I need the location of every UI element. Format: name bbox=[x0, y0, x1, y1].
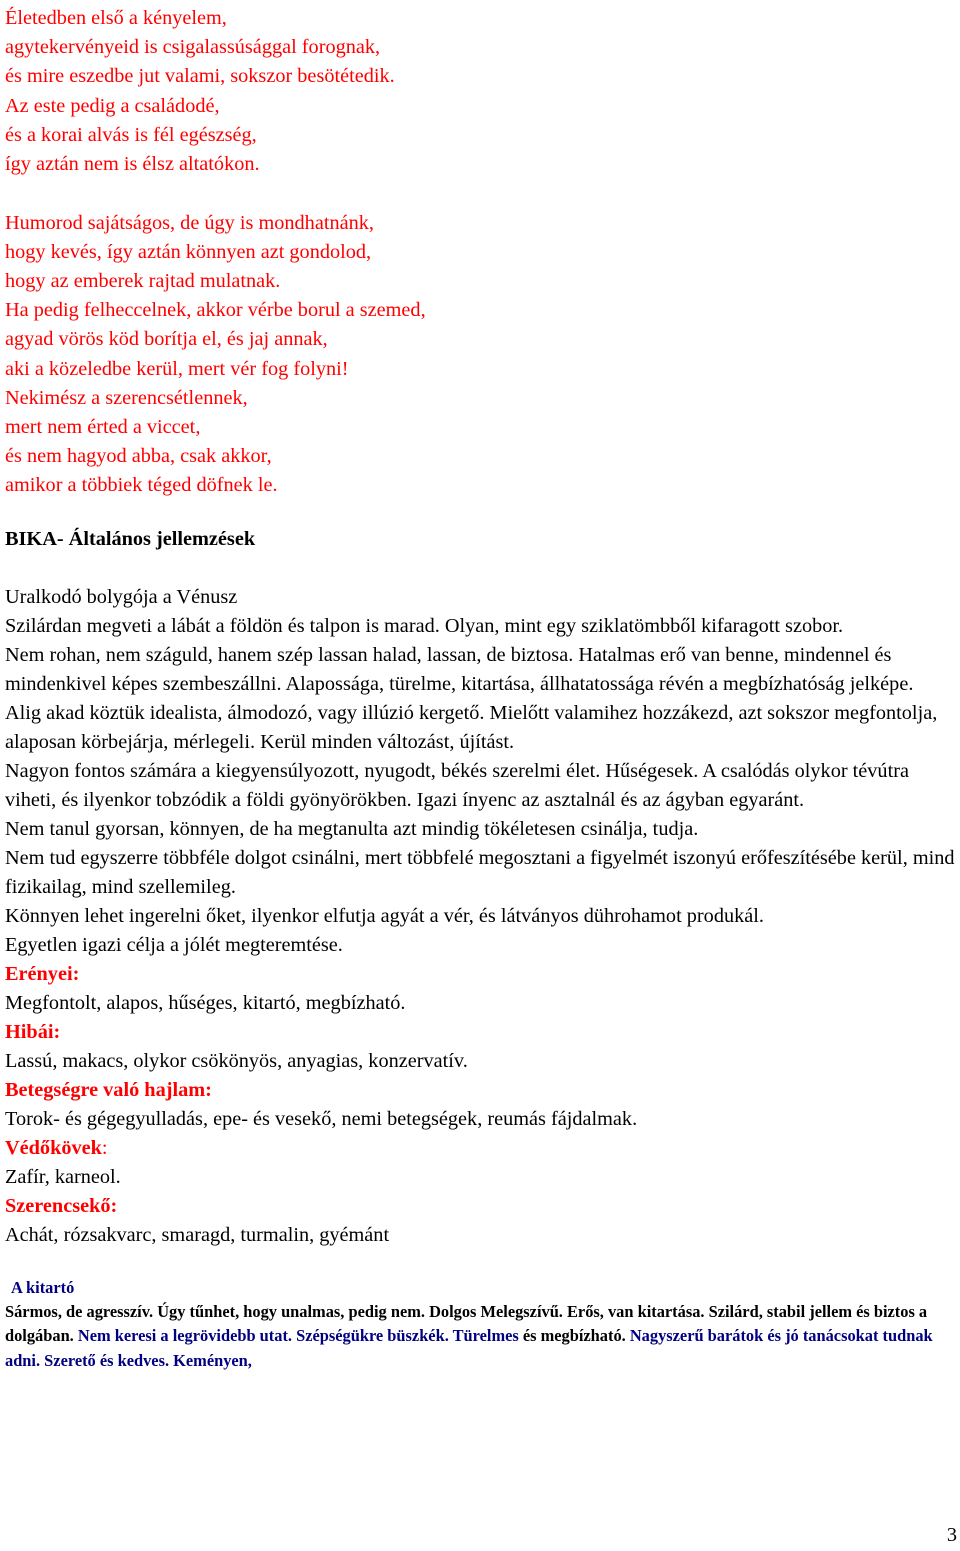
stones-label-text: Védőkövek bbox=[5, 1136, 102, 1159]
heading-spacer bbox=[5, 554, 955, 583]
poem-line: Nekimész a szerencsétlennek, bbox=[5, 386, 248, 409]
paragraph: Nem tud egyszerre többféle dolgot csinálni, mert többfelé megosztani a figyelmét iszonyú erőfeszítésébe kerül, mind fizikailag, mind szellemileg. bbox=[5, 846, 955, 898]
paragraph: Egyetlen igazi célja a jólét megteremtése. bbox=[5, 933, 343, 956]
poem-line: agytekervényeid is csigalassúsággal forognak, bbox=[5, 36, 381, 59]
poem-line: agyad vörös köd borítja el, és jaj annak, bbox=[5, 328, 328, 351]
poem-line: Ha pedig felheccelnek, akkor vérbe borul a szemed, bbox=[5, 299, 426, 322]
poem-line: így aztán nem is élsz altatókon. bbox=[5, 153, 260, 176]
poem-line: mert nem érted a viccet, bbox=[5, 416, 201, 439]
poem-line: hogy az emberek rajtad mulatnak. bbox=[5, 270, 281, 293]
luckystone-text: Achát, rózsakvarc, smaragd, turmalin, gyémánt bbox=[5, 1223, 390, 1246]
stanza-spacer bbox=[5, 179, 955, 208]
poem-line: hogy kevés, így aztán könnyen azt gondolod, bbox=[5, 240, 372, 263]
paragraph: Uralkodó bolygója a Vénusz bbox=[5, 585, 238, 608]
poem-line: aki a közeledbe kerül, mert vér fog folyni! bbox=[5, 357, 349, 380]
poem-stanza-1 bbox=[5, 4, 955, 179]
summary-part: és megbízható. bbox=[518, 1326, 626, 1346]
stones-label-colon: : bbox=[101, 1136, 108, 1159]
paragraph: Nem rohan, nem száguld, hanem szép lassan halad, lassan, de biztosa. Hatalmas erő van benne, mindennel és mindenkivel képes szembeszállni. Alapossága, türelme, kitartása, állhatatossága révén a megbízhatóság jelképe. bbox=[5, 643, 914, 695]
page-number: 3 bbox=[946, 1524, 957, 1546]
document-page bbox=[5, 4, 955, 1373]
summary-part: Sármos, de agresszív. Úgy tűnhet, hogy unalmas, pedig nem. Dolgos Melegszívű. Erős, van kitartása. Szilárd, stabil jellem és biztos a dolgában. bbox=[5, 1301, 928, 1346]
poem-line: Az este pedig a családodé, bbox=[5, 94, 220, 117]
illness-label: Betegségre való hajlam: bbox=[5, 1078, 212, 1101]
summary-title: A kitartó bbox=[11, 1277, 75, 1297]
stones-text: Zafír, karneol. bbox=[5, 1165, 121, 1188]
poem-line: és mire eszedbe jut valami, sokszor besötétedik. bbox=[5, 65, 395, 88]
summary-block bbox=[5, 1276, 955, 1373]
poem-stanza-2 bbox=[5, 209, 955, 501]
poem-line: amikor a többiek téged döfnek le. bbox=[5, 474, 278, 497]
summary-text bbox=[5, 1302, 933, 1370]
poem-line: és nem hagyod abba, csak akkor, bbox=[5, 445, 272, 468]
paragraph: Alig akad köztük idealista, álmodozó, vagy illúzió kergető. Mielőtt valamihez hozzákezd, azt sokszor megfontolja, alaposan körbejárja, mérlegeli. Kerül minden változást, újítást. bbox=[5, 701, 938, 753]
stones-label bbox=[5, 1134, 955, 1163]
paragraph: Nem tanul gyorsan, könnyen, de ha megtanulta azt mindig tökéletesen csinálja, tudja. bbox=[5, 817, 699, 840]
section-body bbox=[5, 583, 955, 1250]
faults-label: Hibái: bbox=[5, 1020, 61, 1043]
paragraph: Nagyon fontos számára a kiegyensúlyozott, nyugodt, békés szerelmi élet. Hűségesek. A csalódás olykor tévútra viheti, és ilyenkor tobzódik a földi gyönyörökben. Igazi ínyenc az asztalnál és az ágyban egyaránt. bbox=[5, 759, 909, 811]
poem-line: és a korai alvás is fél egészség, bbox=[5, 123, 257, 146]
section-heading: BIKA- Általános jellemzések bbox=[5, 527, 256, 550]
paragraph: Könnyen lehet ingerelni őket, ilyenkor elfutja agyát a vér, és látványos dührohamot produkál. bbox=[5, 904, 764, 927]
summary-part-accent: Nem keresi a legrövidebb utat. Szépségükre büszkék. Türelmes bbox=[73, 1326, 519, 1346]
virtues-label: Erényei: bbox=[5, 962, 80, 985]
summary-part-accent: Nagyszerű barátok és jó tanácsokat tudnak adni. Szerető és kedves. Keményen, bbox=[5, 1326, 933, 1370]
poem-line: Humorod sajátságos, de úgy is mondhatnánk, bbox=[5, 211, 374, 234]
faults-text: Lassú, makacs, olykor csökönyös, anyagias, konzervatív. bbox=[5, 1049, 468, 1072]
paragraph: Szilárdan megveti a lábát a földön és talpon is marad. Olyan, mint egy sziklatömbből kifaragott szobor. bbox=[5, 614, 844, 637]
virtues-text: Megfontolt, alapos, hűséges, kitartó, megbízható. bbox=[5, 991, 406, 1014]
illness-text: Torok- és gégegyulladás, epe- és vesekő, nemi betegségek, reumás fájdalmak. bbox=[5, 1107, 638, 1130]
poem-line: Életedben első a kényelem, bbox=[5, 7, 227, 29]
luckystone-label: Szerencsekő: bbox=[5, 1194, 118, 1217]
